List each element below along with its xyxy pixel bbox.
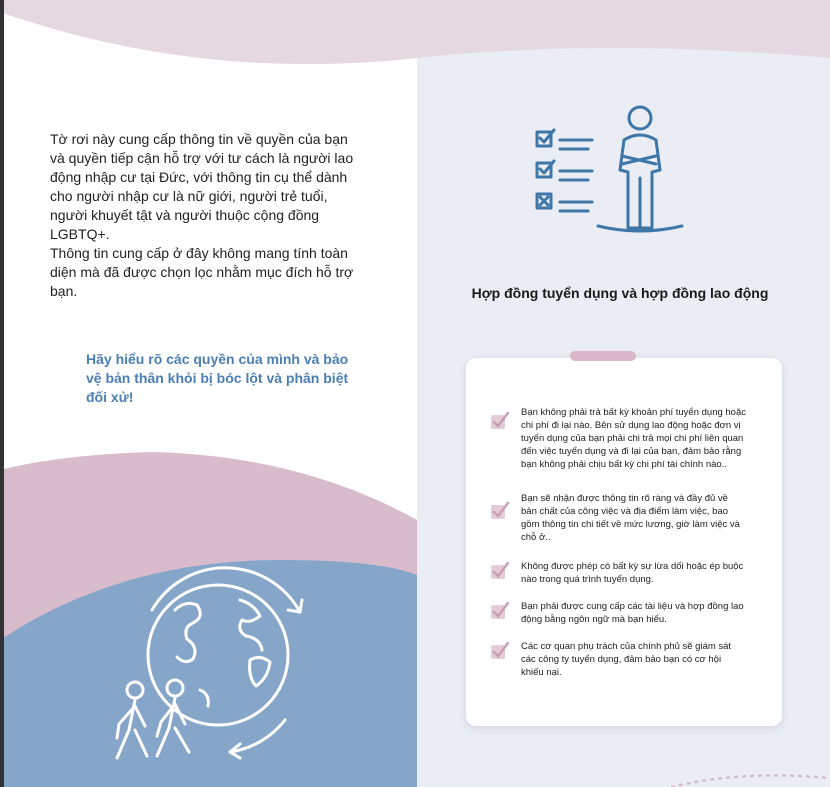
check-icon xyxy=(490,412,510,430)
section-heading: Hợp đồng tuyển dụng và hợp đồng lao động xyxy=(471,285,769,301)
checklist-item-text: Bạn sẽ nhận được thông tin rõ ràng và đầy đủ về bản chất của công việc và địa điểm làm việc, bao gồm thông tin chi tiết về mức lương, giờ làm việc và chỗ ở.. xyxy=(521,493,740,543)
checklist-item xyxy=(466,492,782,560)
checklist-item-text: Các cơ quan phụ trách của chính phủ sẽ giám sát các công ty tuyển dụng, đảm bảo bạn có cơ hội khiếu nại. xyxy=(521,641,732,678)
intro-paragraph-1: Tờ rơi này cung cấp thông tin về quyền của bạn và quyền tiếp cận hỗ trợ với tư cách là người lao động nhập cư tại Đức, với thông tin cụ thể dành cho người nhập cư là nữ giới, người trẻ tuổi, người khuyết tật và người thuộc cộng đồng LGBTQ+. xyxy=(50,131,354,242)
rights-callout: Hãy hiểu rõ các quyền của mình và bảo vệ bản thân khỏi bị bóc lột và phân biệt đối xử! xyxy=(86,351,349,405)
check-icon xyxy=(490,602,510,620)
checklist-item xyxy=(466,402,782,492)
card-tab xyxy=(570,351,636,361)
intro-text xyxy=(50,130,360,301)
check-icon xyxy=(490,562,510,580)
page-edge xyxy=(0,0,4,787)
checklist-item xyxy=(466,600,782,640)
check-icon xyxy=(490,642,510,660)
checklist-item-text: Không được phép có bất kỳ sự lừa dối hoặc ép buộc nào trong quá trình tuyển dụng. xyxy=(521,561,744,585)
check-icon xyxy=(490,502,510,520)
checklist-item-text: Bạn không phải trả bất kỳ khoản phí tuyển dụng hoặc chi phí đi lại nào. Bên sử dụng lao động hoặc đơn vị tuyển dụng của bạn phải chi trả mọi chi phí liên quan đến việc tuyển dụng và đi lại của bạn, đảm bảo rằng bạn không phải chịu bất kỳ chi phí tài chính nào.. xyxy=(521,407,746,470)
intro-paragraph-2: Thông tin cung cấp ở đây không mang tính toàn diện mà đã được chọn lọc nhằm mục đích hỗ trợ bạn. xyxy=(50,245,354,299)
checklist-item xyxy=(466,560,782,600)
checklist xyxy=(466,402,782,694)
checklist-item-text: Bạn phải được cung cấp các tài liệu và hợp đồng lao động bằng ngôn ngữ mà bạn hiểu. xyxy=(521,601,744,625)
checklist-item xyxy=(466,640,782,694)
checklist-card xyxy=(466,358,782,726)
